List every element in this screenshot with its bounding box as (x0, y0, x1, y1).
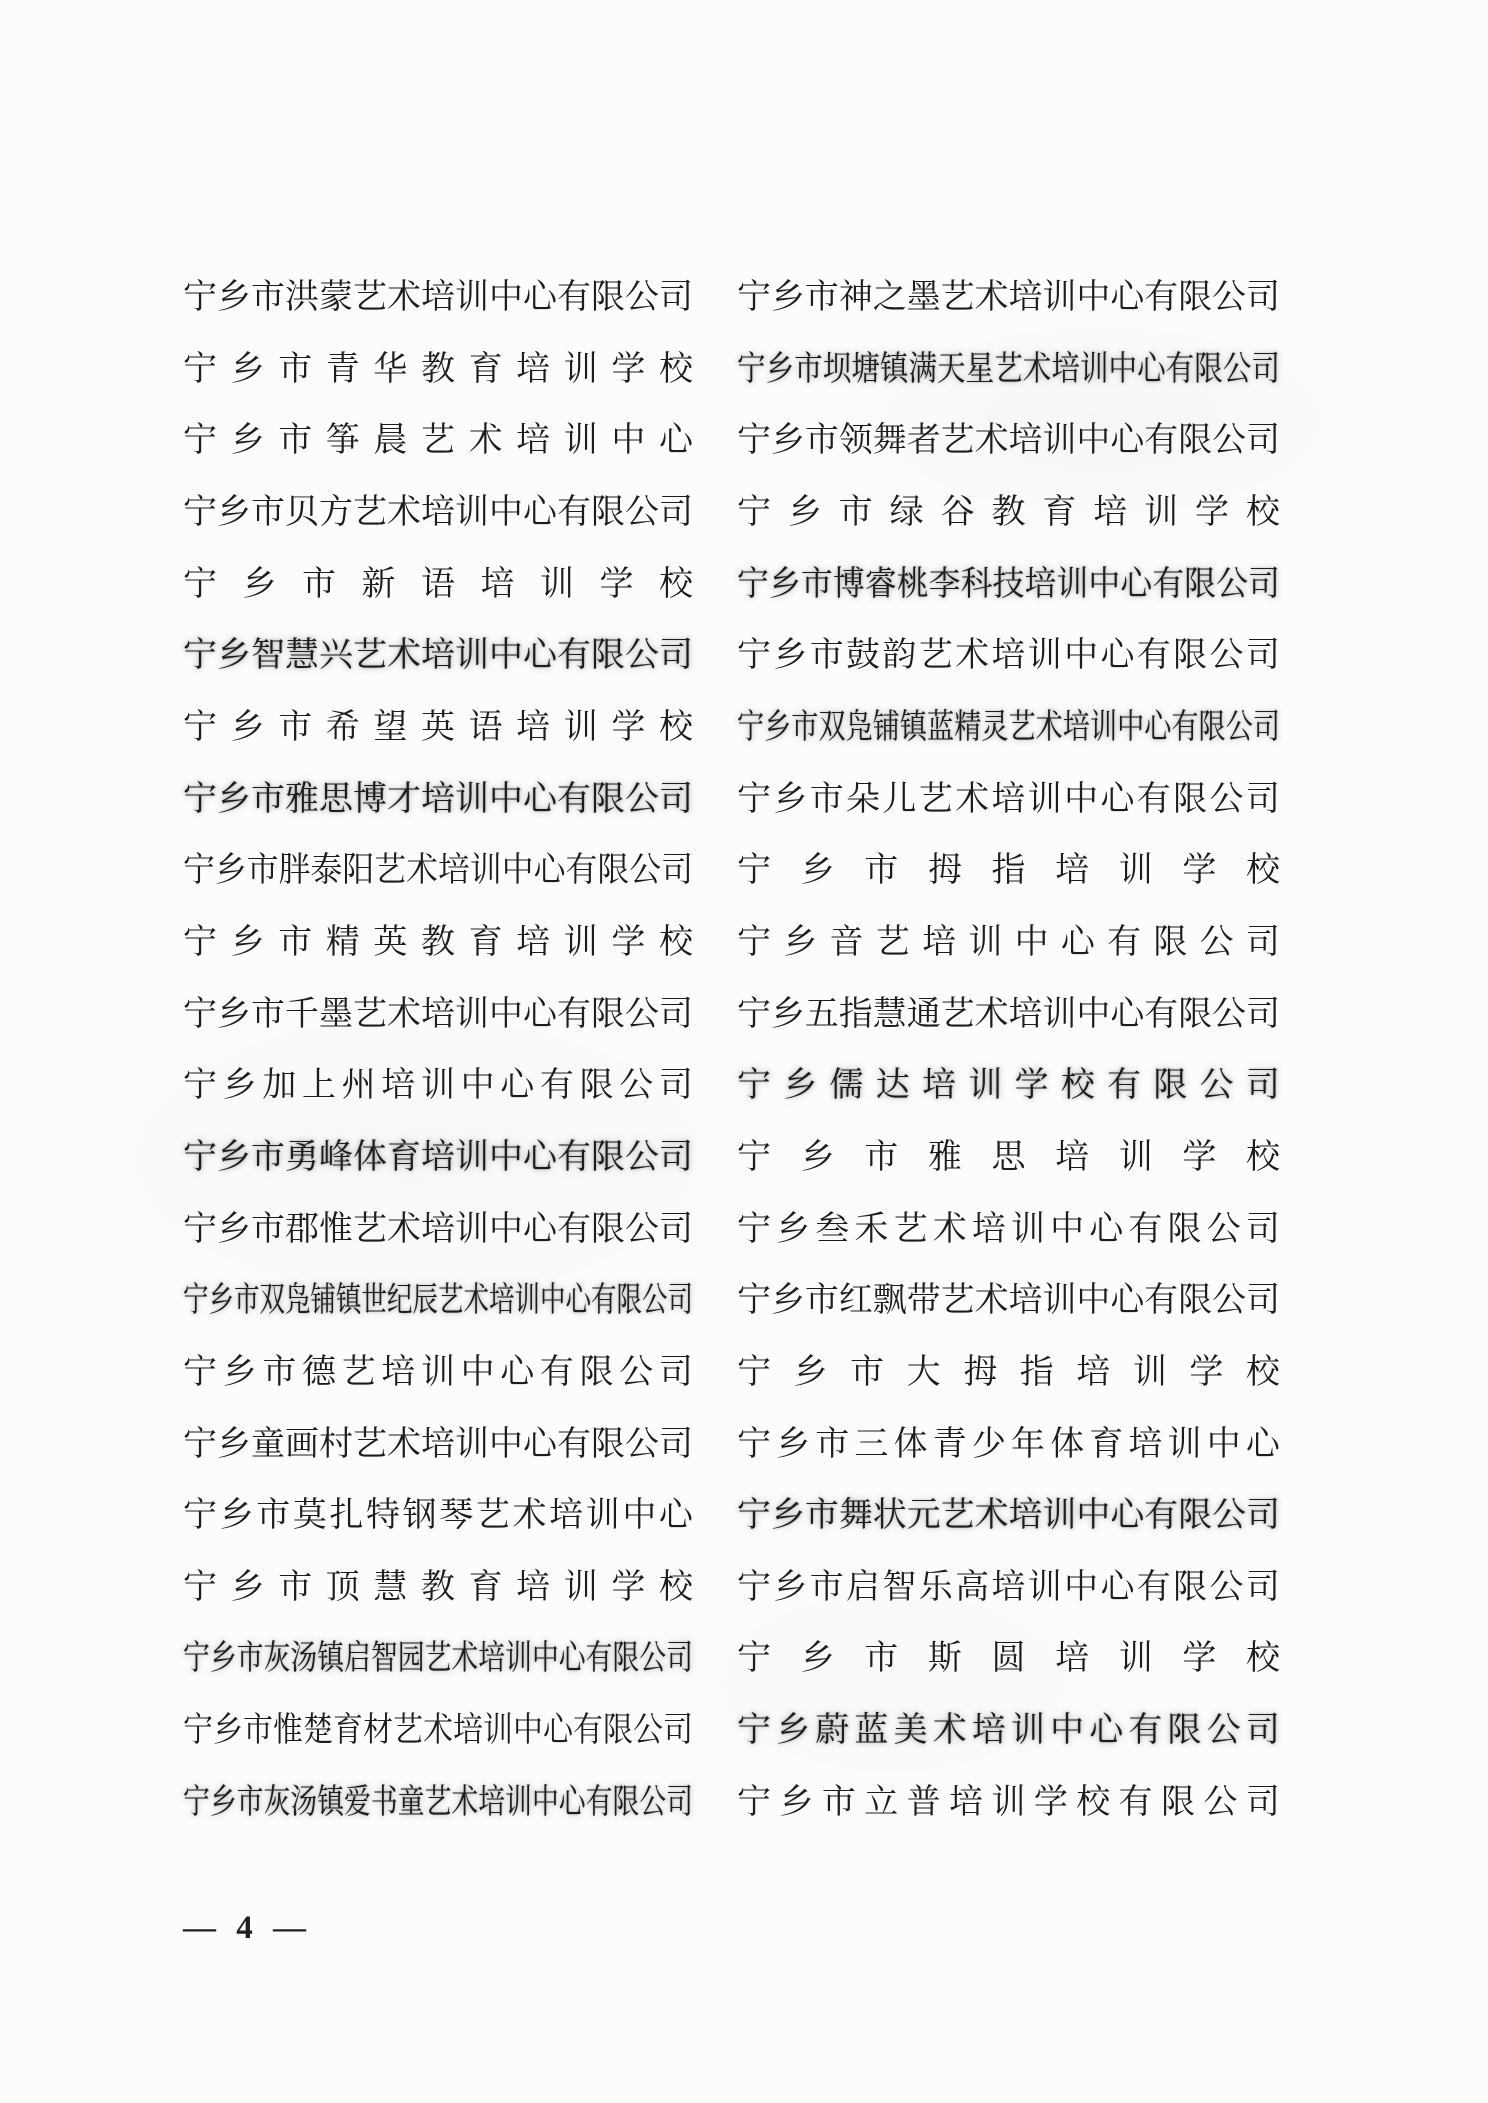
institution-name: 宁 乡 市 筝 晨 艺 术 培 训 中 心 (183, 422, 693, 460)
institution-name: 宁 乡 市 坝 塘 镇 满 天 星 艺 术 培 训 中 心 有 限 公 司 (737, 350, 1280, 388)
institution-name: 宁 乡 市 精 英 教 育 培 训 学 校 (183, 923, 693, 961)
institution-name: 宁 乡 市 双 凫 铺 镇 世 纪 辰 艺 术 培 训 中 心 有 限 公 司 (183, 1282, 693, 1320)
institution-name: 宁 乡 智 慧 兴 艺 术 培 训 中 心 有 限 公 司 (183, 637, 693, 675)
list-item (183, 278, 693, 350)
list-item (737, 1353, 1280, 1425)
list-item (183, 1711, 693, 1783)
institution-name: 宁 乡 市 新 语 培 训 学 校 (183, 565, 693, 603)
institution-name: 宁 乡 市 领 舞 者 艺 术 培 训 中 心 有 限 公 司 (737, 422, 1280, 460)
list-item (737, 421, 1280, 493)
list-item (737, 493, 1280, 565)
institution-name: 宁 乡 加 上 州 培 训 中 心 有 限 公 司 (183, 1067, 693, 1105)
list-item (737, 1425, 1280, 1497)
institution-name: 宁 乡 市 舞 状 元 艺 术 培 训 中 心 有 限 公 司 (737, 1497, 1280, 1535)
institution-name: 宁 乡 市 神 之 墨 艺 术 培 训 中 心 有 限 公 司 (737, 279, 1280, 316)
institution-name: 宁 乡 市 顶 慧 教 育 培 训 学 校 (183, 1568, 693, 1606)
list-item (737, 1711, 1280, 1783)
list-item (183, 636, 693, 708)
list-item (737, 995, 1280, 1067)
list-item (737, 278, 1280, 350)
list-item (183, 493, 693, 565)
list-item (183, 1425, 693, 1497)
institution-name: 宁 乡 市 双 凫 铺 镇 蓝 精 灵 艺 术 培 训 中 心 有 限 公 司 (737, 708, 1280, 746)
list-item (183, 851, 693, 923)
institution-name: 宁 乡 市 青 华 教 育 培 训 学 校 (183, 350, 693, 388)
institution-name: 宁 乡 市 德 艺 培 训 中 心 有 限 公 司 (183, 1353, 693, 1391)
list-item (183, 780, 693, 852)
institution-name: 宁 乡 市 郡 惟 艺 术 培 训 中 心 有 限 公 司 (183, 1210, 693, 1248)
list-item (737, 851, 1280, 923)
institution-name: 宁 乡 蔚 蓝 美 术 培 训 中 心 有 限 公 司 (737, 1712, 1280, 1750)
list-item (737, 923, 1280, 995)
list-item (183, 995, 693, 1067)
institution-name: 宁 乡 市 红 飘 带 艺 术 培 训 中 心 有 限 公 司 (737, 1282, 1280, 1320)
list-item (737, 1281, 1280, 1353)
institution-name: 宁 乡 市 立 普 培 训 学 校 有 限 公 司 (737, 1783, 1280, 1821)
institution-name: 宁 乡 市 大 拇 指 培 训 学 校 (737, 1353, 1280, 1391)
institution-name: 宁 乡 市 勇 峰 体 育 培 训 中 心 有 限 公 司 (183, 1138, 693, 1176)
list-item (183, 1066, 693, 1138)
list-item (737, 708, 1280, 780)
list-item (737, 1783, 1280, 1855)
list-item (737, 1066, 1280, 1138)
page-number: — 4 — (183, 1910, 312, 1946)
list-item (737, 780, 1280, 852)
institution-name: 宁 乡 市 灰 汤 镇 启 智 园 艺 术 培 训 中 心 有 限 公 司 (183, 1640, 693, 1678)
list-item (183, 1568, 693, 1640)
list-item (183, 1783, 693, 1855)
list-item (737, 565, 1280, 637)
list-item (183, 1639, 693, 1711)
list-item (737, 1138, 1280, 1210)
list-item (183, 1281, 693, 1353)
institution-name: 宁 乡 童 画 村 艺 术 培 训 中 心 有 限 公 司 (183, 1425, 693, 1463)
institution-name: 宁 乡 五 指 慧 通 艺 术 培 训 中 心 有 限 公 司 (737, 995, 1280, 1033)
list-item (737, 350, 1280, 422)
institution-name: 宁 乡 市 惟 楚 育 材 艺 术 培 训 中 心 有 限 公 司 (183, 1712, 693, 1750)
institution-name: 宁 乡 市 希 望 英 语 培 训 学 校 (183, 708, 693, 746)
institution-name: 宁 乡 市 贝 方 艺 术 培 训 中 心 有 限 公 司 (183, 493, 693, 531)
institution-name: 宁 乡 市 斯 圆 培 训 学 校 (737, 1640, 1280, 1678)
list-item (737, 1210, 1280, 1282)
institution-name: 宁 乡 市 莫 扎 特 钢 琴 艺 术 培 训 中 心 (183, 1497, 693, 1535)
institution-name: 宁 乡 儒 达 培 训 学 校 有 限 公 司 (737, 1067, 1280, 1105)
list-item (183, 1496, 693, 1568)
institution-name: 宁 乡 市 三 体 青 少 年 体 育 培 训 中 心 (737, 1425, 1280, 1463)
institution-name: 宁 乡 市 拇 指 培 训 学 校 (737, 852, 1280, 890)
list-item (737, 636, 1280, 708)
list-item (183, 1138, 693, 1210)
institution-name: 宁 乡 市 朵 儿 艺 术 培 训 中 心 有 限 公 司 (737, 780, 1280, 818)
institution-name: 宁 乡 市 千 墨 艺 术 培 训 中 心 有 限 公 司 (183, 995, 693, 1033)
institution-name: 宁 乡 市 博 睿 桃 李 科 技 培 训 中 心 有 限 公 司 (737, 565, 1280, 603)
institution-list-right-column (737, 278, 1280, 1854)
institution-name: 宁 乡 市 灰 汤 镇 爱 书 童 艺 术 培 训 中 心 有 限 公 司 (183, 1783, 693, 1821)
institution-name: 宁 乡 市 胖 泰 阳 艺 术 培 训 中 心 有 限 公 司 (183, 852, 693, 890)
list-item (737, 1639, 1280, 1711)
institution-name: 宁 乡 音 艺 培 训 中 心 有 限 公 司 (737, 923, 1280, 961)
list-item (183, 923, 693, 995)
institution-name: 宁 乡 市 绿 谷 教 育 培 训 学 校 (737, 493, 1280, 531)
list-item (183, 1353, 693, 1425)
list-item (183, 1210, 693, 1282)
institution-name: 宁 乡 市 雅 思 博 才 培 训 中 心 有 限 公 司 (183, 780, 693, 818)
list-item (737, 1496, 1280, 1568)
institution-name: 宁 乡 市 洪 蒙 艺 术 培 训 中 心 有 限 公 司 (183, 279, 693, 316)
list-item (183, 421, 693, 493)
list-item (737, 1568, 1280, 1640)
institution-name: 宁 乡 市 雅 思 培 训 学 校 (737, 1138, 1280, 1176)
institution-name: 宁 乡 市 鼓 韵 艺 术 培 训 中 心 有 限 公 司 (737, 637, 1280, 675)
list-item (183, 350, 693, 422)
list-item (183, 565, 693, 637)
list-item (183, 708, 693, 780)
institution-name: 宁 乡 市 启 智 乐 高 培 训 中 心 有 限 公 司 (737, 1568, 1280, 1606)
institution-list-left-column (183, 278, 693, 1854)
institution-name: 宁 乡 叁 禾 艺 术 培 训 中 心 有 限 公 司 (737, 1210, 1280, 1248)
